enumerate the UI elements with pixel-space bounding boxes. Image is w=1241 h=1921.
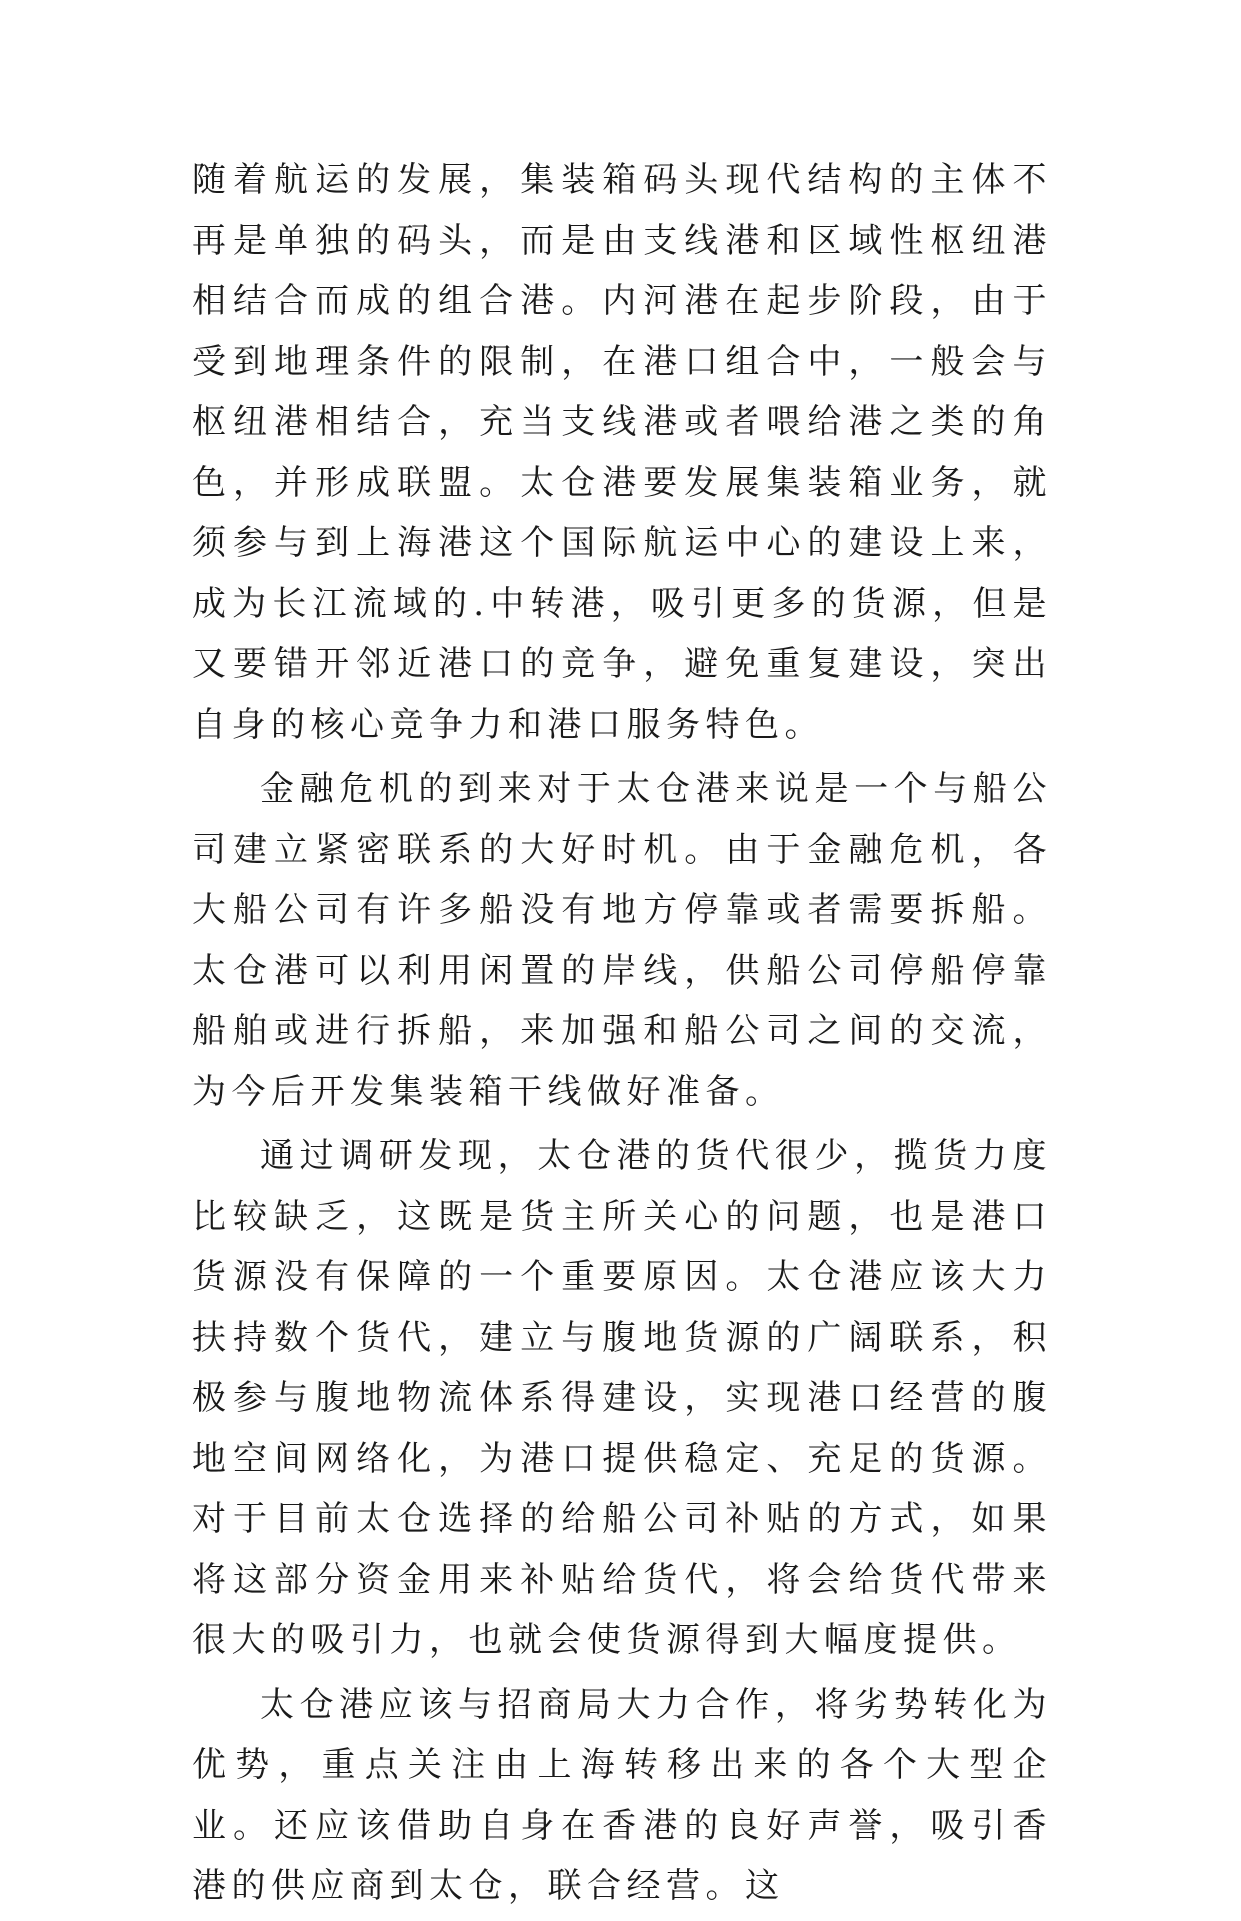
paragraph-3: 通过调研发现，太仓港的货代很少，揽货力度比较缺乏，这既是货主所关心的问题，也是港口货源没有保障的一个重要原因。太仓港应该大力扶持数个货代，建立与腹地货源的广阔联系，积极参与腹地物流体系得建设，实现港口经营的腹地空间网络化，为港口提供稳定、充足的货源。对于目前太仓选择的给船公司补贴的方式，如果将这部分资金用来补贴给货代，将会给货代带来很大的吸引力，也就会使货源得到大幅度提供。 xyxy=(192,1136,1052,1660)
paragraph-2: 金融危机的到来对于太仓港来说是一个与船公司建立紧密联系的大好时机。由于金融危机，各大船公司有许多船没有地方停靠或者需要拆船。太仓港可以利用闲置的岸线，供船公司停船停靠船舶或进行拆船，来加强和船公司之间的交流，为今后开发集装箱干线做好准备。 xyxy=(192,769,1052,1112)
paragraph-1: 随着航运的发展，集装箱码头现代结构的主体不再是单独的码头，而是由支线港和区域性枢纽港相结合而成的组合港。内河港在起步阶段，由于受到地理条件的限制，在港口组合中，一般会与枢纽港相结合，充当支线港或者喂给港之类的角色，并形成联盟。太仓港要发展集装箱业务，就须参与到上海港这个国际航运中心的建设上来，成为长江流域的.中转港，吸引更多的货源，但是又要错开邻近港口的竞争，避免重复建设，突出自身的核心竞争力和港口服务特色。 xyxy=(192,160,1052,745)
paragraph-4: 太仓港应该与招商局大力合作，将劣势转化为优势，重点关注由上海转移出来的各个大型企业。还应该借助自身在香港的良好声誉，吸引香港的供应商到太仓，联合经营。这 xyxy=(192,1684,1052,1906)
body-text xyxy=(192,150,1052,1921)
